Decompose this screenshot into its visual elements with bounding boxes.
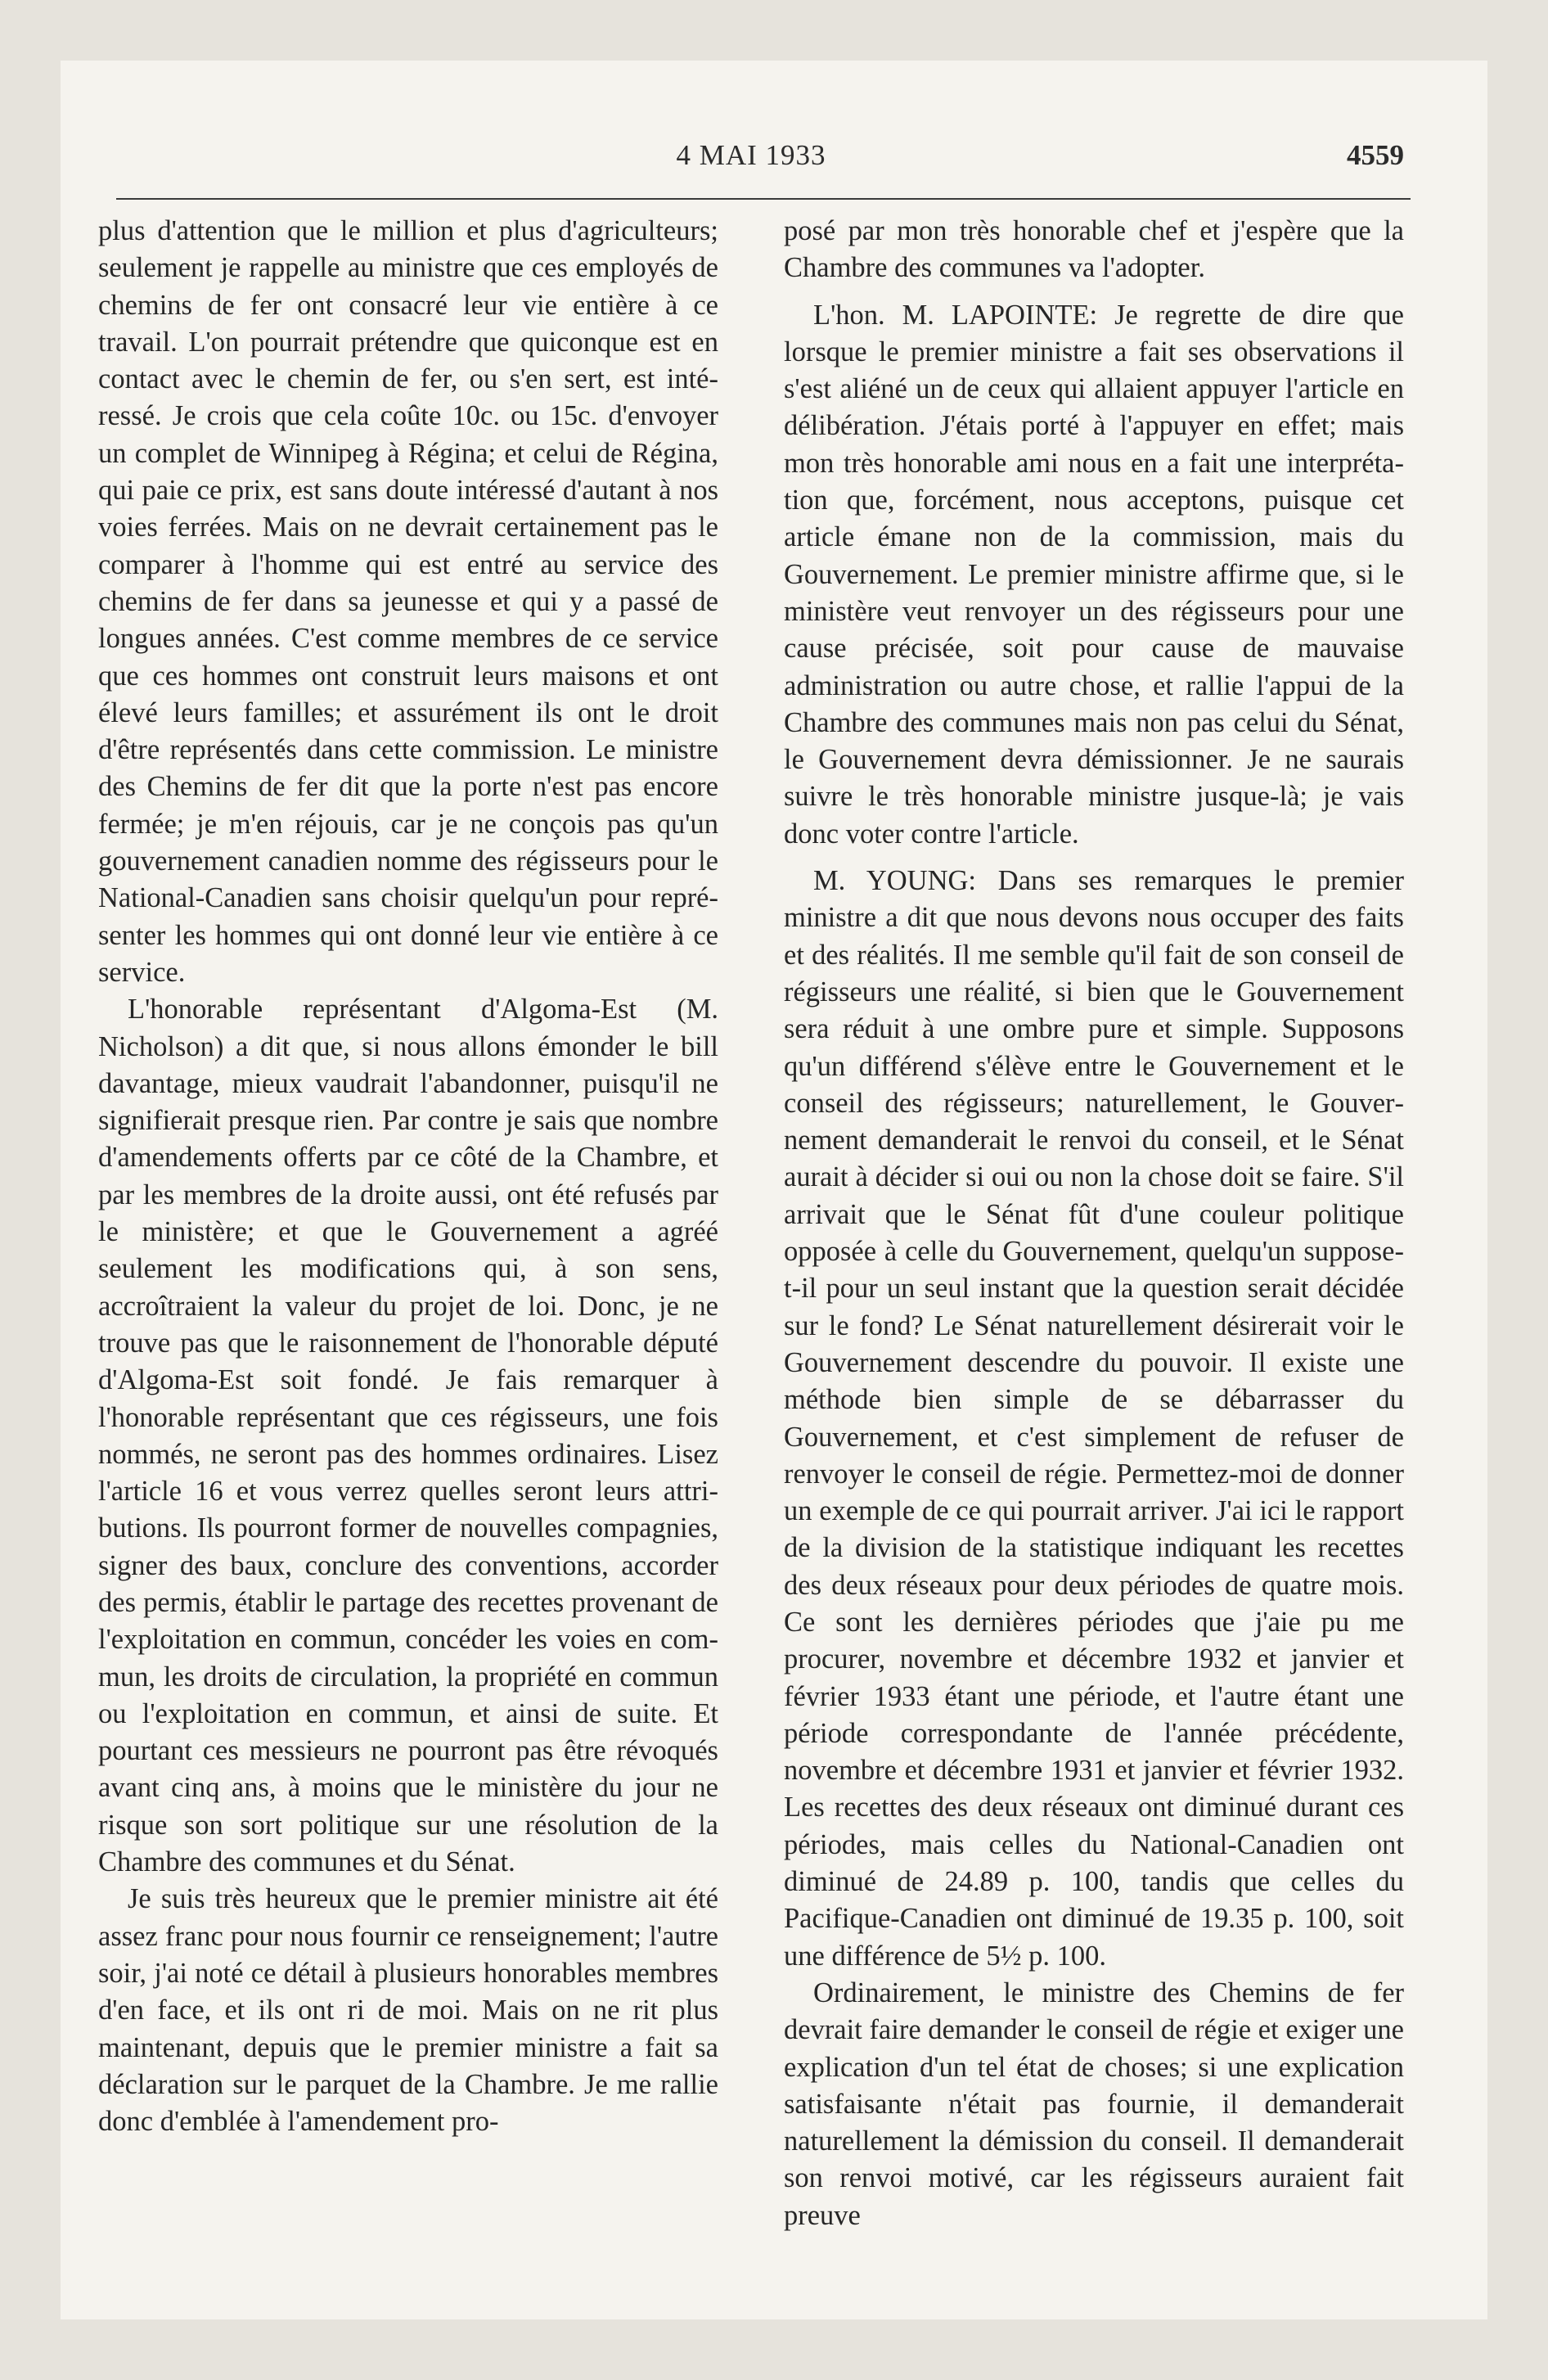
header-date: 4 MAI 1933 [676,139,826,171]
right-paragraph-4: Ordinairement, le ministre des Chemins de fer devrait faire demander le conseil de régie et exiger une explication d'un tel état de choses; si une explication satisfaisante n'était pas fournie, il demanderait naturellement la démission du conseil. Il demanderait son renvoi motivé, car les régisseurs auraient fait preuve [784,1977,1404,2231]
page-header [98,139,1404,182]
left-paragraph-2: L'honorable représentant d'Algoma-Est (M. Nicholson) a dit que, si nous allons émonder le bill davantage, mieux vaudrait l'abandonner, puisqu'il ne signifierait presque rien. Par contre je sais que nombre d'amendements offerts par ce côté de la Chambre, et par les membres de la droite aussi, ont été refusés par le ministère; et que le Gouvernement a agréé seulement les modifications qui, à son sens, accroîtraient la valeur du projet de loi. Donc, je ne trouve pas que le raisonnement de l'honorable député d'Algoma-Est soit fondé. Je fais remarquer à l'honorable représentant que ces régisseurs, une fois nommés, ne seront pas des hommes ordinaires. Lisez l'article 16 et vous verrez quelles seront leurs attributions. Ils pourront former de nouvelles compagnies, signer des baux, conclure des conventions, accorder des permis, établir le partage des recettes provenant de l'exploitation en commun, concéder les voies en commun, les droits de circulation, la propriété en commun ou l'exploitation en commun, et ainsi de suite. Et pourtant ces messieurs ne pourront pas être révoqués avant cinq ans, à moins que le ministère du jour ne risque son sort politique sur une résolution de la Chambre des communes et du Sénat. [98,994,718,1878]
left-paragraph-3: Je suis très heureux que le premier ministre ait été assez franc pour nous fournir ce renseignement; l'autre soir, j'ai noté ce détail à plusieurs honorables membres d'en face, et ils ont ri de moi. Mais on ne rit plus maintenant, depuis que le premier ministre a fait sa déclaration sur le parquet de la Chambre. Je me rallie donc d'emblée à l'amendement pro- [98,1883,718,2138]
right-paragraph-2: L'hon. M. LAPOINTE: Je regrette de dire que lorsque le premier ministre a fait ses observations il s'est aliéné un de ceux qui allaient appuyer l'article en délibération. J'étais porté à l'appuyer en effet; mais mon très honorable ami nous en a fait une interprétation que, forcément, nous acceptons, puisque cet article émane non de la commission, mais du Gouvernement. Le premier ministre affirme que, si le ministère veut renvoyer un des régisseurs pour une cause précisée, soit pour cause de mauvaise administration ou autre chose, et rallie l'appui de la Chambre des communes mais non pas celui du Sénat, le Gouvernement devra démissionner. Je ne saurais suivre le très honorable ministre jusque-là; je vais donc voter contre l'article. [784,299,1404,850]
header-page-number: 4559 [1347,139,1404,171]
left-column [98,213,718,2140]
right-paragraph-1: posé par mon très honorable chef et j'espère que la Chambre des communes va l'adopter. [784,215,1404,284]
right-paragraph-3: M. YOUNG: Dans ses remarques le premier ministre a dit que nous devons nous occuper des faits et des réalités. Il me semble qu'il fait de son conseil de régisseurs une réalité, si bien que le Gouvernement sera réduit à une ombre pure et simple. Supposons qu'un différend s'élève entre le Gouvernement et le conseil des régisseurs; naturellement, le Gouvernement demanderait le renvoi du conseil, et le Sénat aurait à décider si oui ou non la chose doit se faire. S'il arrivait que le Sénat fût d'une couleur politique opposée à celle du Gouvernement, quelqu'un suppose-t-il pour un seul instant que la question serait décidée sur le fond? Le Sénat naturellement désirerait voir le Gouvernement descendre du pouvoir. Il existe une méthode bien simple de se débarrasser du Gouvernement, et c'est simplement de refuser de renvoyer le conseil de régie. Permettez-moi de donner un exemple de ce qui pourrait arriver. J'ai ici le rapport de la division de la statistique indiquant les recettes des deux réseaux pour deux périodes de quatre mois. Ce sont les dernières périodes que j'aie pu me procurer, novembre et décembre 1932 et janvier et février 1933 étant une période, et l'autre étant une période correspondante de l'année précédente, novembre et décembre 1931 et janvier et février 1932. Les recettes des deux réseaux ont diminué durant ces périodes, mais celles du National-Canadien ont diminué de 24.89 p. 100, tandis que celles du Pacifique-Canadien ont diminué de 19.35 p. 100, soit une différence de 5½ p. 100. [784,865,1404,1972]
left-paragraph-1: plus d'attention que le million et plus d'agriculteurs; seulement je rappelle au ministre que ces employés de chemins de fer ont consacré leur vie entière à ce travail. L'on pourrait prétendre que quiconque est en contact avec le chemin de fer, ou s'en sert, est intéressé. Je crois que cela coûte 10c. ou 15c. d'envoyer un complet de Winnipeg à Régina; et celui de Régina, qui paie ce prix, est sans doute intéressé d'autant à nos voies ferrées. Mais on ne devrait certainement pas le comparer à l'homme qui est entré au service des chemins de fer dans sa jeunesse et qui y a passé de longues années. C'est comme membres de ce service que ces hommes ont construit leurs maisons et ont élevé leurs familles; et assurément ils ont le droit d'être représentés dans cette commission. Le ministre des Chemins de fer dit que la porte n'est pas encore fermée; je m'en réjouis, car je ne conçois pas qu'un gouvernement canadien nomme des régisseurs pour le National-Canadien sans choisir quelqu'un pour représenter les hommes qui ont donné leur vie entière à ce service. [98,215,718,988]
right-column [784,213,1404,2234]
document-page [61,61,1487,2319]
header-rule [116,198,1411,200]
